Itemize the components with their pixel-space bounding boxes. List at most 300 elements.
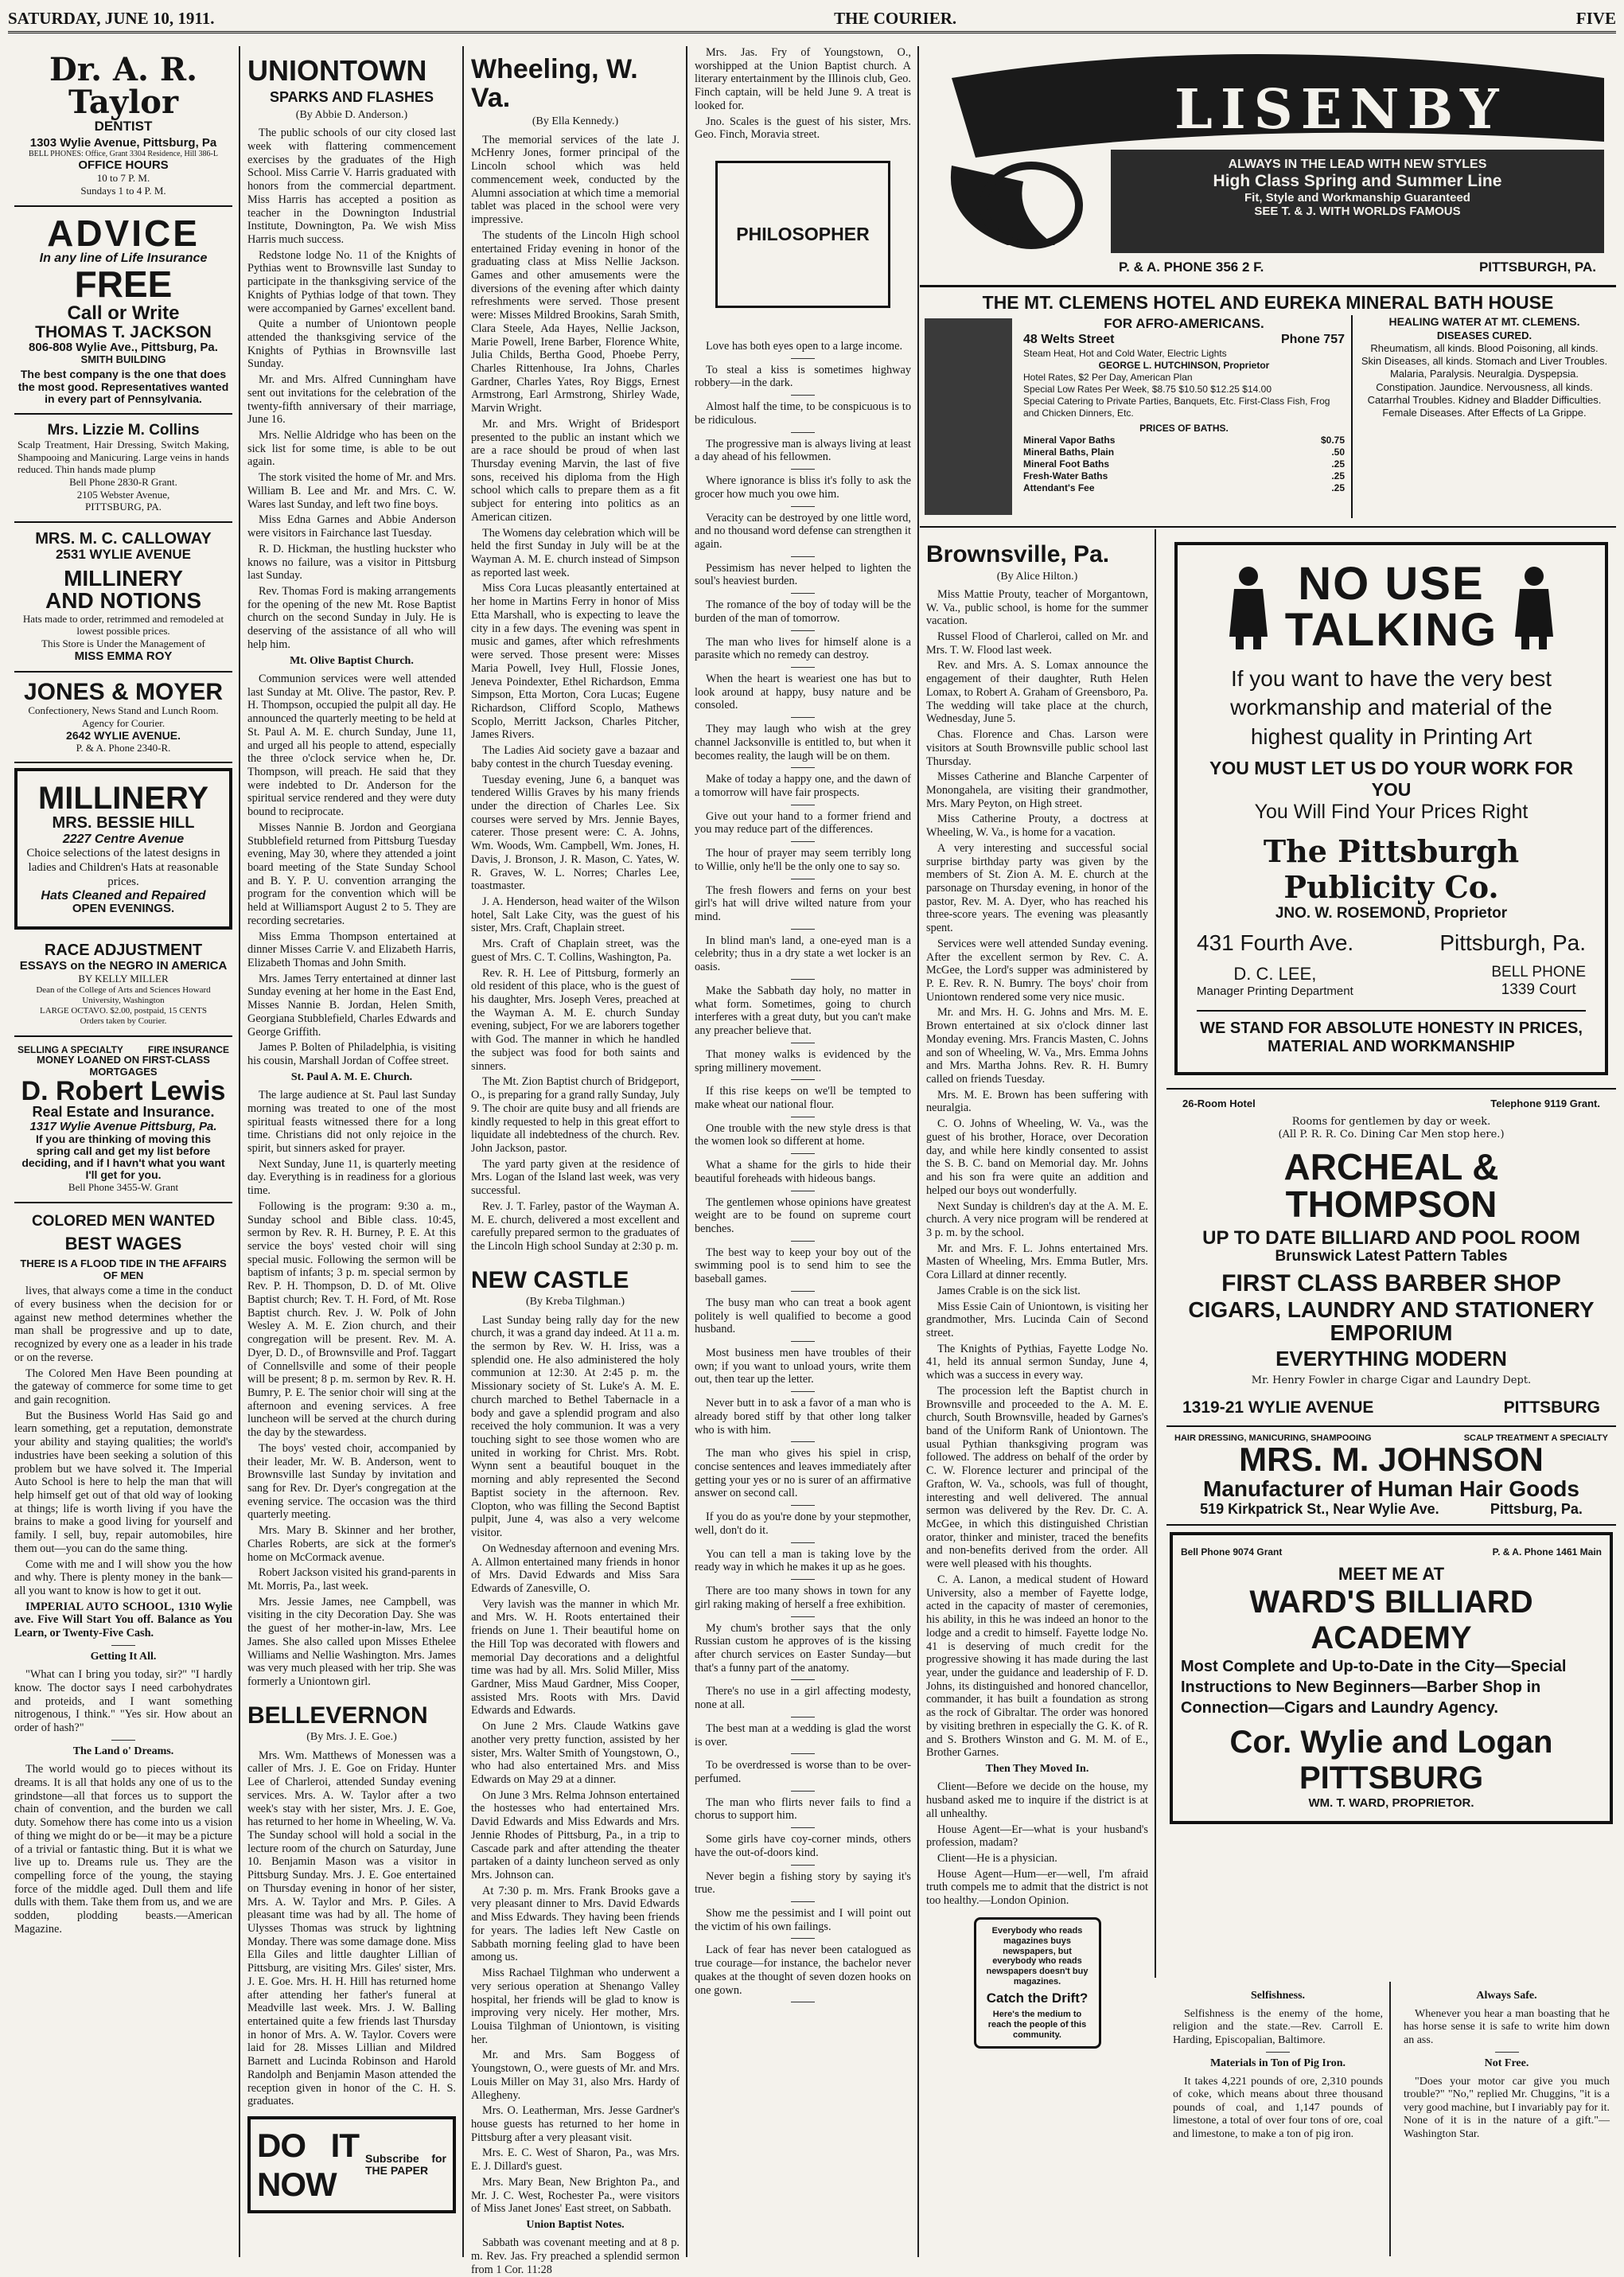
- paragraph: Services were well attended Sunday evening. After the excellent sermon by Rev. C. A. McGee, the Lord's supper was administered by P. E. Rev. R. N. Bumry. The boys' choir from Uniontown rendered some very nice music.: [926, 937, 1148, 1004]
- paragraph: Mrs. M. E. Brown has been suffering with neuralgia.: [926, 1088, 1148, 1115]
- ad-line: PITTSBURG: [1503, 1398, 1600, 1417]
- ad-line: OPEN EVENINGS.: [72, 902, 175, 916]
- section-heading: Wheeling, W. Va.: [471, 54, 638, 113]
- divider: [1495, 2052, 1519, 2053]
- section-heading: Brownsville, Pa.: [926, 541, 1110, 567]
- ad-do-it-now: [247, 2116, 456, 2213]
- philosopher-item: Pessimism has never helped to lighten the soul's heaviest burden.: [695, 561, 911, 588]
- fillers-left: [1166, 1982, 1391, 2256]
- divider: [791, 506, 815, 507]
- ad-line: SMITH BUILDING: [80, 353, 166, 366]
- paragraph: The yard party given at the residence of Mrs. Logan of the Island last week, was very successful.: [471, 1157, 680, 1198]
- paragraph: The memorial services of the late J. McHenry Jones, former principal of the Lincoln school which was held commencement week, conducted by the Alumni association at which time a memorial tablet was placed in the school were very impressive.: [471, 133, 680, 227]
- banner-line: P. & A. PHONE 356 2 F.: [1119, 259, 1264, 275]
- paragraph: Rev. J. T. Farley, pastor of the Wayman A. M. E. church, delivered a most excellent and carefully prepared sermon to the graduates of the Lincoln High school Sunday at 2:30 p. m.: [471, 1199, 680, 1253]
- philosopher-item: The best way to keep your boy out of the swimming pool is to send him to see the baseball games.: [695, 1246, 911, 1286]
- paragraph: The students of the Lincoln High school entertained Friday evening in honor of the graduating class at Miss Nellie Jackson. Games and other amusements were the diversions of the evening after which dainty refreshments were served. Those present were: Misses Mildred Brookins, Sarah Smith, Clara Steele, Ada Hayes, Nellie Jackson, Marie Powell, Irene Barber, Florence White, Julia Childs, Bertha Good, Phoebe Perry, Charles Rittenhouse, Ira Johns, Charles Gardner, Charles Yates, Roy Biggs, Ernest Armstrong, Earl Armstrong, Shirley Wade, Marvin Wright.: [471, 228, 680, 415]
- issue-date: SATURDAY, JUNE 10, 1911.: [8, 9, 215, 28]
- paragraph: Whenever you hear a man boasting that he has horse sense it is safe to write him down an ass.: [1404, 2007, 1610, 2046]
- divider: [791, 1291, 815, 1292]
- ad-line: HAIR DRESSING, MANICURING, SHAMPOOING: [1174, 1433, 1372, 1443]
- paragraph: It takes 4,221 pounds of ore, 2,310 pounds of coke, which means about three thousand pounds of coal, and 1,147 pounds of limestone, a total of over four tons of ore, coal and limestone, to make a ton of pig iron.: [1173, 2075, 1383, 2140]
- paragraph: House Agent—Hum—er—well, I'm afraid truth compels me to admit that the district is not too healthy.—London Opinion.: [926, 1867, 1148, 1908]
- ad-line: Brunswick Latest Pattern Tables: [1275, 1248, 1508, 1265]
- divider: [791, 1441, 815, 1442]
- ad-line: JNO. W. ROSEMOND, Proprietor: [1275, 905, 1508, 922]
- paragraph: Jno. Scales is the guest of his sister, Mrs. Geo. Finch, Moravia street.: [695, 115, 911, 142]
- paragraph: On June 3 Mrs. Relma Johnson entertained the hostesses who had entertained Mrs. David Edwards and Miss Edwards and Mrs. Jennie Rhodes of Pittsburg, Pa., in a trip to Cascade park and after attending the theater partaken of a dainty luncheon served as only Mrs. Johnson can.: [471, 1788, 680, 1882]
- divider: [791, 593, 815, 594]
- divider: [791, 1901, 815, 1902]
- bath-type: Fresh-Water Baths: [1023, 470, 1108, 482]
- paragraph: The large audience at St. Paul last Sunday morning was treated to one of the most spiritual feasts witnessed there for a long time. Christians did not only rejoice in the spirit, but sinners asked for prayer.: [247, 1089, 456, 1155]
- ad-line: THERE IS A FLOOD TIDE IN THE AFFAIRS OF MEN: [20, 1257, 227, 1282]
- paragraph: Mrs. Wm. Matthews of Monessen was a caller of Mrs. J. E. Goe on Friday. Hunter Lee of Charleroi, attended Sunday evening services. Mrs. A. W. Taylor after a two week's stay with her sister, Mrs. J. E. Goe, has returned to her home in Wheeling, W. Va. The Sunday school will hold a social in the lecture room of the church on Saturday, June 10. Benjamin Mason was a visitor in Pittsburg Sunday. Mrs. J. E. Goe entertained on Thursday evening in honor of her sister, Mrs. A. W. Taylor and Mrs. P. Giles. A pleasant time was had by all. The home of Ulysses Thomas was struck by lightning Monday. There was some damage done. Miss Ella Giles and little daughter Lillian of Pittsburg, are visiting Mrs. Giles' sister, Mrs. J. E. Goe. Mrs. H. H. Hill has returned home after attending her father's funeral at Meadville last week. Mrs. J. W. Balling entertained quite a few friends last Thursday in honor of Mrs. A. W. Taylor. Covers were laid for 28. Misses Lillian and Mildred Barnett and Lucinda Robinson and Harold Randolph and Benjamin Mason attended the reception given in honor of the C. H. S. graduates.: [247, 1749, 456, 2108]
- ad-line: If you want to have the very best workmanship and material of the highest quality in Printing Art: [1230, 666, 1552, 749]
- divider: [791, 1505, 815, 1506]
- ad-line: SCALP TREATMENT A SPECIALTY: [1463, 1433, 1608, 1443]
- philosopher-item: In blind man's land, a one-eyed man is a celebrity; thus in a dry state a wet locker is an oasis.: [695, 934, 911, 974]
- column-uniontown: [241, 46, 464, 2257]
- ad-line: P. & A. Phone 2340-R.: [76, 741, 171, 754]
- ad-line: Everybody who reads magazines buys newspapers, but everybody who reads newspapers doesn't buy magazines.: [986, 1925, 1089, 1987]
- ad-line: 10 to 7 P. M.: [96, 172, 150, 185]
- ad-line: WM. T. WARD, PROPRIETOR.: [1308, 1796, 1474, 1811]
- fillers-right: [1397, 1982, 1616, 2256]
- paragraph: Mrs. E. C. West of Sharon, Pa., was Mrs. E. J. Dillard's guest.: [471, 2146, 680, 2174]
- paragraph: Quite a number of Uniontown people attended the thanksgiving service of the Knights of Pythias in Brownsville last Sunday.: [247, 318, 456, 371]
- paragraph: Communion services were well attended last Sunday at Mt. Olive. The pastor, Rev. P. H. Thompson, occupied the pulpit all day. He announced the quarterly meeting to be held at St. Paul A. M. E. church Sunday, June 11, and urged all his people to attend, especially the three o'clock service when he, Dr. Thompson, will preach. He said that they were indebted to Dr. Anderson for the spiritual service rendered and they were duty bound to reciprocate.: [247, 672, 456, 819]
- philosopher-item: Most business men have troubles of their own; if you want to unload yours, write them out, then tear up the letter.: [695, 1347, 911, 1386]
- ad-line: Real Estate and Insurance.: [32, 1104, 215, 1121]
- divider: [1266, 2052, 1290, 2053]
- paragraph: C. A. Lanon, a medical student of Howard University, also a member of Fayette lodge, acted in the capacity of master of ceremonies, his ability, in this he was indeed an honor to the lodge and a credit to himself. Fayette lodge No. 41 is deserving of much credit for the progressive showing it has made during the last year, under the guidance and leadership of F. D. Johns, its distinguished and honored chancellor, commander, it has built a foundation as strong as the rock of Gibraltar. The order was honored by visiting brethren in especially the G. K. of R. and S. Brothers Winston and G. M. M. of E., Brother Garnes.: [926, 1573, 1148, 1760]
- paragraph: C. O. Johns of Wheeling, W. Va., was the guest of his brother, Horace, over Decoration day, and while here kindly consented to assist the S. B. C. band on Memorial day. Mr. Johns and his son fra were quite an addition and helped our boys out wonderfully.: [926, 1117, 1148, 1197]
- divider: [791, 1679, 815, 1680]
- paragraph: The public schools of our city closed last week with flattering commencement exercises by the graduates of the High School. Miss Carrie V. Harris graduated with honors from the commercial department. Miss Harris has accepted a position as teacher in the Downington Industrial Institute, Downington, Pa. We wish Miss Harris much success.: [247, 127, 456, 246]
- ad-line: Subscribe for THE PAPER: [364, 2151, 446, 2178]
- paragraph: A very interesting and successful social surprise birthday party was given by the members of St. Zion A. M. E. church at the parsonage on Thursday evening, in honor of the pastor, Rev. M. A. Dyer, who has reached his three-score years. The evening was pleasantly spent.: [926, 841, 1148, 935]
- ad-line: 2531 WYLIE AVENUE: [55, 547, 192, 563]
- divider: [791, 767, 815, 768]
- philosopher-item: What a shame for the girls to hide their beautiful foreheads with hideous bangs.: [695, 1159, 911, 1185]
- section-heading: BELLEVERNON: [247, 1702, 428, 1729]
- divider: [791, 667, 815, 668]
- bath-price: .25: [1331, 470, 1345, 482]
- paragraph: Mr. and Mrs. H. G. Johns and Mrs. M. E. Brown entertained at six o'clock dinner last Monday evening. Mrs. Francis Masten, C. Johns and son of Wheeling, W. Va., Mrs. Emma Johns and Mrs. Martha Johns. Rev. R. H. Bumry called on friends Tuesday.: [926, 1006, 1148, 1086]
- bath-price-row: [1023, 435, 1345, 446]
- ad-line: Special Low Rates Per Week, $8.75 $10.50 $12.25 $14.00: [1023, 384, 1272, 396]
- ad-line: Bell Phone 2830-R Grant.: [69, 476, 177, 489]
- column-ads-left: [8, 46, 240, 2257]
- philosopher-item: Make of today a happy one, and the dawn of a tomorrow will have fair prospects.: [695, 773, 911, 799]
- banner-title: LISENBY: [1174, 78, 1507, 142]
- subhead: Then They Moved In.: [985, 1762, 1089, 1775]
- philosopher-item: The busy man who can treat a book agent politely is well qualified to become a good husband.: [695, 1296, 911, 1336]
- byline: (By Alice Hilton.): [996, 570, 1078, 583]
- divider: [791, 929, 815, 930]
- ad-line: THOMAS T. JACKSON: [35, 322, 212, 341]
- philosopher-item: There's no use in a girl affecting modesty, none at all.: [695, 1685, 911, 1712]
- ad-bessie-hill-millinery: [14, 768, 232, 930]
- paragraph: Miss Edna Garnes and Abbie Anderson were visitors in Fairchance last Tuesday.: [247, 513, 456, 540]
- ad-heading: MRS. M. JOHNSON: [1239, 1440, 1544, 1478]
- philosopher-item: Where ignorance is bliss it's folly to ask the grocer how much you owe him.: [695, 474, 911, 501]
- paragraph: Next Sunday is children's day at the A. M. E. church. A very nice program will be rendered at 3 p. m. by the school.: [926, 1199, 1148, 1239]
- divider: [791, 1079, 815, 1080]
- ad-line: The best company is the one that does the most good. Representatives wanted in every part of Pennsylvania.: [18, 368, 229, 405]
- paragraph: Miss Catherine Prouty, a doctress at Wheeling, W. Va., is home for a vacation.: [926, 813, 1148, 840]
- ad-line: Orders taken by Courier.: [80, 1016, 167, 1027]
- ad-line: 1317 Wylie Avenue Pittsburg, Pa.: [29, 1119, 217, 1133]
- ad-line: Hats Cleaned and Repaired: [41, 888, 206, 903]
- ad-line: Choice selections of the latest designs in ladies and Children's Hats at reasonable prices.: [26, 846, 220, 888]
- ad-line: Hats made to order, retrimmed and remodeled at lowest possible prices.: [22, 612, 224, 637]
- ad-robert-lewis: [14, 1037, 232, 1203]
- paragraph: Selfishness is the enemy of the home, religion and the state.—Rev. Carroll E. Harding, Episcopalian, Baltimore.: [1173, 2007, 1383, 2046]
- paragraph: Redstone lodge No. 11 of the Knights of Pythias went to Brownsville last Sunday to participate in the thanksgiving service of the Knights of Pythias lodge of that town. They were accompanied by Garnes' excellent band.: [247, 248, 456, 315]
- column-brownsville: [920, 529, 1156, 2040]
- paragraph: The Mt. Zion Baptist church of Bridgeport, O., is preparing for a grand rally Sunday, July 9. The choir are quite busy and all friends are kindly requested to help in this great effort to liquidate all indebtedness of the church. Rev. John Jackson, pastor.: [471, 1075, 680, 1155]
- paragraph: Mr. and Mrs. F. L. Johns entertained Mrs. Masten of Wheeling, Mrs. Emma Butler, Mrs. Cora Lillard at dinner recently.: [926, 1242, 1148, 1282]
- paragraph: At 7:30 p. m. Mrs. Frank Brooks gave a very pleasant dinner to Mrs. David Edwards and Miss Edwards. They having been friends for years. The ladies left New Castle on Sabbath morning feeling glad to have been among us.: [471, 1884, 680, 1964]
- ad-line: In any line of Life Insurance: [39, 251, 208, 266]
- divider: [111, 1740, 135, 1741]
- item-title: The Land o' Dreams.: [72, 1745, 174, 1757]
- paragraph: Miss Mattie Prouty, teacher of Morgantown, W. Va., public school, is home for the summer vacation.: [926, 587, 1148, 628]
- ad-line: D. C. LEE,: [1233, 964, 1317, 984]
- ad-line: P. & A. Phone 1461 Main: [1492, 1546, 1602, 1558]
- philosopher-item: The gentlemen whose opinions have greatest weight are to be found on supreme court benches.: [695, 1195, 911, 1235]
- ad-line: Pittsburg, Pa.: [1490, 1501, 1583, 1518]
- philosopher-item: To be overdressed is worse than to be over-perfumed.: [695, 1759, 911, 1785]
- divider: [791, 630, 815, 631]
- philosopher-item: Show me the pessimist and I will point out the victim of his own failings.: [695, 1907, 911, 1933]
- bath-type: Mineral Foot Baths: [1023, 458, 1110, 470]
- ad-line: 1303 Wylie Avenue, Pittsburg, Pa: [29, 135, 217, 150]
- item-title: Always Safe.: [1476, 1990, 1537, 2002]
- ad-line: 519 Kirkpatrick St., Near Wylie Ave.: [1200, 1501, 1439, 1518]
- bath-price-table: [1023, 435, 1345, 494]
- ad-line: 431 Fourth Ave.: [1197, 930, 1354, 956]
- paragraph: Miss Emma Thompson entertained at dinner Misses Carrie V. and Elizabeth Harris, Elizabeth Thomas and John Smith.: [247, 930, 456, 969]
- figure-icon: [1510, 563, 1558, 651]
- ad-line: Call or Write: [67, 302, 180, 324]
- ad-line: SELLING A SPECIALTY: [18, 1043, 123, 1055]
- ad-heading: Dr. A. R. Taylor: [49, 51, 197, 121]
- subhead: Mt. Olive Baptist Church.: [290, 654, 414, 667]
- paragraph: Following is the program: 9:30 a. m., Sunday school and Bible class. 10:45, sermon by Rev. R. H. Burney, P. E. At this service the boys' vested choir will sing special music. Following the sermon will be baptism of infants; 3 p. m. special sermon by Rev. P. H. Thompson, D. D. of Mt. Olive Baptist church; Rev. T. H. Ford, of Mt. Rose Baptist church. Rev. J. W. Polk of John Wesley A. M. E. Zion church, and their congregation will be present. Rev. M. A. Dyer, D. D., of Brownsville and Prof. Taggart of Connellsville and some of their people will be present; 8 p. m. sermon by Rev. R. H. Bumry, P. E. The senior choir will sing at the afternoon and evening services. A free luncheon will be served at the church during the day by the stewardess.: [247, 1199, 456, 1440]
- ad-jones-moyer: [14, 673, 232, 763]
- paragraph: The Knights of Pythias, Fayette Lodge No. 41, held its annual sermon Sunday, June 4, which was a success in every way.: [926, 1342, 1148, 1382]
- column-wheeling: [465, 46, 687, 2276]
- ad-taylor-dentist: [14, 46, 232, 207]
- divider: [791, 1542, 815, 1543]
- ad-line: EVERYTHING MODERN: [1275, 1347, 1507, 1371]
- ad-mt-clemens-hotel: [920, 285, 1616, 528]
- item-title: Not Free.: [1484, 2057, 1529, 2070]
- paragraph: Mrs. James Terry entertained at dinner last Sunday evening at her home in the East End, Misses Nannie B. Jordan, Helen Smith, Georgiana Stubblefield, Charles Edwards and George Griffith.: [247, 972, 456, 1039]
- divider: [111, 1645, 135, 1646]
- divider: [791, 1391, 815, 1392]
- byline: (By Kreba Tilghman.): [525, 1296, 625, 1308]
- ad-line: PITTSBURG, PA.: [85, 501, 162, 513]
- ad-line: Sundays 1 to 4 P. M.: [80, 184, 166, 197]
- ad-line: 806-808 Wylie Ave., Pittsburg, Pa.: [29, 341, 218, 355]
- ad-heading: MILLINERY: [64, 565, 183, 591]
- banner-line: SEE T. & J. WITH WORLDS FAMOUS: [1254, 205, 1461, 218]
- subhead: St. Paul A. M. E. Church.: [290, 1070, 413, 1083]
- banner-line: High Class Spring and Summer Line: [1213, 172, 1502, 190]
- ad-line: Manager Printing Department: [1197, 984, 1353, 999]
- paragraph: Rev. and Mrs. A. S. Lomax announce the engagement of their daughter, Ruth Helen Lomax, to Robert A. Graham of Greensboro, Pa. The wedding will take place at the church, Wednesday, June 5.: [926, 659, 1148, 726]
- ad-heading: THE MT. CLEMENS HOTEL AND EUREKA MINERAL BATH HOUSE: [982, 292, 1554, 313]
- philosopher-item: Some girls have coy-corner minds, others have the out-of-doors kind.: [695, 1833, 911, 1859]
- ad-heading: D. Robert Lewis: [21, 1075, 226, 1106]
- ad-line: Rheumatism, all kinds. Blood Poisoning, all kinds. Skin Diseases, all kinds. Stomach and Liver Troubles. Malaria, Paralysis. Neuralgia. Dyspepsia. Constipation. Jaundice. Nervousness, all kinds. Catarrhal Troubles. Kidney and Bladder Difficulties. Female Diseases. After Effects of La Grippe.: [1361, 341, 1608, 419]
- divider: [791, 358, 815, 359]
- paragraph: Mrs. Mary B. Skinner and her brother, Charles Roberts, are sick at the former's home on McCormack avenue.: [247, 1524, 456, 1564]
- ad-line: MONEY LOANED ON FIRST-CLASS MORTGAGES: [37, 1054, 210, 1078]
- ad-line: 48 Welts Street: [1023, 333, 1115, 347]
- paper-name: THE COURIER.: [834, 9, 957, 28]
- paragraph: Mr. and Mrs. Wright of Bridesport presented to the public an instant which we are a race should be proud of when last Thursday evening Marvin, the last of five sons, received his diploma from the High school which calls to prepare them as a fit subject for entering into politics as an American citizen.: [471, 417, 680, 524]
- paragraph: Rev. R. H. Lee of Pittsburg, formerly an old resident of this place, who is the guest of his daughter, Mrs. Joseph Veres, preached at the Wayman A. M. E. church Sunday evening, subject, For we are laborers together with God. The manner in which he handled the subject was food for both saints and sinners.: [471, 966, 680, 1073]
- ad-heading: JONES & MOYER: [23, 678, 224, 705]
- ad-line: Pittsburgh, Pa.: [1439, 930, 1586, 956]
- paragraph: Miss Rachael Tilghman who underwent a very serious operation at Shenango Valley hospital, her friends will be glad to know is improving very nicely. Her mother, Mrs. Louisa Tilghman of Uniontown, is visiting her.: [471, 1967, 680, 2046]
- item-title: Materials in Ton of Pig Iron.: [1209, 2057, 1346, 2070]
- paragraph: Sabbath was covenant meeting and at 8 p. m. Rev. Jas. Fry preached a splendid sermon from 1 Cor. 11:28: [471, 2236, 680, 2276]
- ad-heading: PITTSBURG: [1299, 1760, 1484, 1796]
- ad-heading: The Pittsburgh Publicity Co.: [1263, 833, 1520, 906]
- ad-heading: Catch the Drift?: [986, 1990, 1089, 2006]
- paragraph: The stork visited the home of Mr. and Mrs. William B. Lee and Mr. and Mrs. C. W. Wares last Sunday, and left two fine boys.: [247, 471, 456, 511]
- ad-catch-the-drift: [974, 1917, 1101, 2049]
- paragraph: The procession left the Baptist church in Brownsville and proceeded to the A. M. E. church, South Brownsville, headed by Garnes's band of the Uniform Rank of Uniontown. The usual Pythian thanksgiving program was followed. The address on behalf of the order by C. W. Florence lecturer and principal of the Grafton, W. Va., schools, was full of thought, interesting and well delivered. The annual sermon was delivered by the Rev. Dr. C. A. McGee, in which this distinguished Christian orator, thinker and minister, traced the benefits and non-benefits derived from the order. All were well pleased with his thoughts.: [926, 1384, 1148, 1571]
- philosopher-item: You can tell a man is taking love by the ready way in which he makes it up as he goes.: [695, 1547, 911, 1574]
- ad-line: LARGE OCTAVO. $2.00, postpaid, 15 CENTS: [39, 1006, 208, 1016]
- column-philosopher: [688, 46, 919, 2257]
- section-heading: NEW CASTLE: [471, 1266, 629, 1293]
- paragraph: Rev. Thomas Ford is making arrangements for the opening of the new Mt. Rose Baptist church on the second Sunday in July. He is deserving of the assistance of all who will help him.: [247, 584, 456, 651]
- paragraph: Come with me and I will show you the how and why. There is plenty money in the bank—all you want to know is how to get it out.: [14, 1558, 232, 1598]
- philosopher-item: If you do as you're done by your stepmother, well, don't do it.: [695, 1511, 911, 1537]
- section-heading: PHILOSOPHER: [736, 224, 870, 245]
- banner-line: Fit, Style and Workmanship Guaranteed: [1244, 191, 1470, 205]
- ad-line: PRICES OF BATHS.: [1139, 423, 1229, 435]
- ad-line: If you are thinking of moving this spring call and get my list before deciding, and if I havn't what you want I'll get for you.: [21, 1132, 225, 1182]
- paragraph: "Does your motor car give you much trouble?" "No," replied Mr. Chuggins, "it is a very good machine, but I invariably pay for it. None of it is in the nature of a gift."—Washington Star.: [1404, 2075, 1610, 2140]
- divider: [791, 1616, 815, 1617]
- bath-price: .25: [1331, 482, 1345, 494]
- ad-race-adjustment: [14, 934, 232, 1036]
- paragraph: Robert Jackson visited his grand-parents in Mt. Morris, Pa., last week.: [247, 1566, 456, 1593]
- bath-price: .50: [1331, 446, 1345, 458]
- paragraph: Mrs. Nellie Aldridge who has been on the sick list for some time, is able to be out again.: [247, 429, 456, 469]
- philosopher-item: They may laugh who wish at the grey channel Jacksonville is entitled to, but when it becomes reality, the laugh will be on them.: [695, 723, 911, 762]
- philosopher-item: Veracity can be destroyed by one little word, and no thousand word defense can strengthen it again.: [695, 511, 911, 551]
- paragraph: The Womens day celebration which will be held the first Sunday in July will be at the Wayman A. M. E. church instead of Simpson as reported last week.: [471, 526, 680, 579]
- ad-calloway-millinery: [14, 523, 232, 673]
- philosopher-item: Never begin a fishing story by saying it's true.: [695, 1870, 911, 1897]
- philosopher-item: Give out your hand to a former friend and you may reduce part of the differences.: [695, 809, 911, 836]
- paragraph: Mrs. O. Leatherman, Mrs. Jesse Gardner's house guests has returned to her home in Pittsburg after a very pleasant visit.: [471, 2104, 680, 2144]
- ad-line: Phone 757: [1280, 333, 1345, 347]
- ad-line: Special Catering to Private Parties, Banquets, Etc. First-Class Fish, Frog and Chicken Dinners, Etc.: [1023, 396, 1330, 419]
- ad-colored-men-wanted: [14, 1203, 232, 1936]
- philosopher-box: [715, 161, 890, 308]
- page-number: FIVE: [1575, 9, 1616, 28]
- ad-line: FIRE INSURANCE: [147, 1043, 229, 1055]
- ad-line: Manufacturer of Human Hair Goods: [1203, 1476, 1579, 1501]
- philosopher-item: The best man at a wedding is glad the worst is over.: [695, 1721, 911, 1749]
- ad-heading: AND NOTIONS: [45, 588, 201, 614]
- philosopher-item: Lack of fear has never been catalogued as true courage—for instance, the bachelor never quakes at the thought of seven dozen hooks on one gown.: [695, 1944, 911, 1997]
- ad-line: Scalp Treatment, Hair Dressing, Switch Making, Shampooing and Manicuring. Large veins in hands reduced. Thin hands made plump: [18, 439, 229, 476]
- ad-line: Dean of the College of Arts and Sciences Howard University, Washington: [36, 984, 211, 1005]
- ad-line: BELL PHONE: [1491, 964, 1586, 981]
- paragraph: James P. Bolten of Philadelphia, is visiting his cousin, Marshall Jordan of Coffee street.: [247, 1041, 456, 1068]
- ad-wards-billiard: [1170, 1532, 1613, 1824]
- ad-tailor-banner: [920, 46, 1616, 285]
- bath-price-row: [1023, 446, 1345, 458]
- philosopher-item: When the heart is weariest one has but to look around at happy, busy nature and be consoled.: [695, 672, 911, 712]
- philosopher-item: One trouble with the new style dress is that the women look so different at home.: [695, 1121, 911, 1148]
- ad-mrs-johnson: [1166, 1427, 1616, 1526]
- ad-line: BY KELLY MILLER: [78, 973, 169, 985]
- ad-line: 26-Room Hotel: [1182, 1098, 1256, 1110]
- paragraph: Mrs. Jas. Fry of Youngstown, O., worshipped at the Union Baptist church. A literary entertainment by the Illinois club, Geo. Finch captain, will be held June 9. A treat is looked for.: [695, 46, 911, 112]
- philosopher-item: The man who flirts never fails to find a chorus to support him.: [695, 1795, 911, 1823]
- paragraph: R. D. Hickman, the hustling huckster who knows no failure, was a visitor in Pittsburg last Sunday.: [247, 542, 456, 583]
- ad-heading: FREE: [74, 263, 173, 305]
- bath-price-row: [1023, 482, 1345, 494]
- philosopher-item: There are too many shows in town for any girl raking making of herself a free exhibition.: [695, 1585, 911, 1611]
- divider: [791, 1579, 815, 1580]
- divider: [791, 556, 815, 557]
- item-title: Selfishness.: [1250, 1990, 1306, 2002]
- divider: [791, 1865, 815, 1866]
- divider: [791, 1341, 815, 1342]
- philosopher-item: The man who lives for himself alone is a parasite which no remedy can destroy.: [695, 635, 911, 662]
- ad-line: GEORGE L. HUTCHINSON, Proprietor: [1098, 360, 1270, 372]
- ad-heading: MRS. M. C. CALLOWAY: [35, 529, 212, 548]
- divider: [791, 841, 815, 842]
- ad-heading: Mrs. Lizzie M. Collins: [47, 421, 200, 439]
- ad-heading: NO USE: [1298, 558, 1485, 610]
- ad-line: ESSAYS on the NEGRO IN AMERICA: [19, 959, 228, 973]
- section-subheading: SPARKS AND FLASHES: [269, 88, 434, 105]
- ad-line: Rooms for gentlemen by day or week.: [1291, 1116, 1491, 1129]
- philosopher-item: The romance of the boy of today will be the burden of the man of tomorrow.: [695, 598, 911, 625]
- ad-line: BELL PHONES: Office, Grant 3304 Residence, Hill 386-L: [28, 150, 218, 159]
- ad-pittsburgh-publicity: [1174, 542, 1608, 1075]
- ad-heading: BEST WAGES: [64, 1234, 182, 1254]
- ad-line: UP TO DATE BILLIARD AND POOL ROOM: [1202, 1227, 1580, 1250]
- ad-line: DISEASES CURED.: [1436, 329, 1532, 341]
- ad-line: Bell Phone 9074 Grant: [1181, 1546, 1283, 1558]
- paragraph: On June 2 Mrs. Claude Watkins gave another very pretty function, assisted by her sister, Mrs. Walter Smith of Youngstown, O., who had also entertained Mrs. and Miss Edwards on May 29 at a dinner.: [471, 1720, 680, 1786]
- paragraph: IMPERIAL AUTO SCHOOL, 1310 Wylie ave. Five Will Start You off. Balance as You Learn, or Twenty-Five Cash.: [14, 1600, 232, 1640]
- ad-heading: TALKING: [1284, 604, 1498, 656]
- paragraph: On Wednesday afternoon and evening Mrs. A. Allmon entertained many friends in honor of Mrs. David Edwards and Miss Sara Edwards of Zanesville, O.: [471, 1542, 680, 1595]
- divider: [791, 1827, 815, 1828]
- paragraph: Chas. Florence and Chas. Larson were visitors at South Brownsville public school last Thursday.: [926, 728, 1148, 768]
- philosopher-list: [695, 340, 911, 2002]
- paragraph: But the Business World Has Said go and learn something, get a reputation, demonstrate your ability and staying qualities; the world's industries have been seeking a solution of this problem but we have solved it. The Imperial Auto School is here to help the man that will help himself get out of that old way of looking at things; life is worth living if you have the brains to make a good living for yourself and family. I sell, buy, repair automobiles, hire them out—you can do the same thing.: [14, 1409, 232, 1555]
- paragraph: Mrs. Craft of Chaplain street, was the guest of Mrs. C. T. Collins, Washington, Pa.: [471, 938, 680, 964]
- ad-line: MEET ME AT: [1338, 1564, 1445, 1585]
- byline: (By Mrs. J. E. Goe.): [306, 1731, 397, 1744]
- ad-line: 2227 Centre Avenue: [62, 832, 185, 846]
- paragraph: Misses Nannie B. Jordon and Georgiana Stubblefield returned from Pittsburg Tuesday evening, May 30, where they attended a joint board meeting of the State Sunday School and B. Y. P. U. convention arranging the program for the convention which will be held at Williamsport August 2 to 5. They are recording secretaries.: [247, 821, 456, 927]
- ad-line: OFFICE HOURS: [78, 158, 169, 173]
- ad-line: Hotel Rates, $2 Per Day, American Plan: [1023, 372, 1193, 384]
- philosopher-item: If this rise keeps on we'll be tempted to make wheat our national flour.: [695, 1085, 911, 1111]
- divider: [791, 717, 815, 718]
- ad-line: Bell Phone 3455-W. Grant: [68, 1181, 179, 1194]
- divider: [791, 1153, 815, 1154]
- ad-heading: RACE ADJUSTMENT: [44, 942, 203, 960]
- ad-line: YOU MUST LET US DO YOUR WORK FOR YOU: [1209, 758, 1574, 801]
- bath-type: Attendant's Fee: [1023, 482, 1095, 494]
- running-head: [8, 6, 1616, 33]
- philosopher-item: Love has both eyes open to a large income.: [706, 340, 903, 353]
- divider: [791, 469, 815, 470]
- philosopher-item: Almost half the time, to be conspicuous is to be ridiculous.: [695, 400, 911, 427]
- paragraph: The Colored Men Have Been pounding at the gateway of commerce for some time to get and gain recognition.: [14, 1367, 232, 1406]
- paragraph: Very lavish was the manner in which Mr. and Mrs. W. H. Roots entertained their friends on June 1. Their beautiful home on the Hill Top was decorated with flowers and memorial Day decorations and a delightful time was had by all. Mrs. Solid Miller, Miss Gardner, Miss Maud Gardner, Miss Cooper, assisted Mrs. Roots with Mrs. David Edwards and Edwards.: [471, 1597, 680, 1717]
- ad-heading: MILLINERY: [37, 781, 209, 817]
- paragraph: The world would go to pieces without its dreams. It is all that holds any one of us to the grindstone—all that forces us to support the chain of convention, and the burden we call duty. Somehow there has come into us a vision of thing we might do or be—it may be a picture of a trivial or fantastic thing. But it is what we live up to. Dreams rule us. They are the compelling force of the young, the staying force of the middle aged. Dull them and life dulls with them. Take them from us, and we are sodden, plodding beasts.—American Magazine.: [14, 1763, 232, 1936]
- ad-heading: WARD'S BILLIARD ACADEMY: [1249, 1585, 1533, 1656]
- column-ads-right: [1166, 529, 1616, 1978]
- ad-line: HEALING WATER AT MT. CLEMENS.: [1388, 315, 1580, 328]
- ad-line: 1319-21 WYLIE AVENUE: [1182, 1398, 1374, 1417]
- paragraph: lives, that always come a time in the conduct of every business when the decision for or against new method determines whether the man shall be progressive and up to date, recognized by every one as a leader in his trade or on the reverse.: [14, 1285, 232, 1364]
- ad-heading: CIGARS, LAUNDRY AND STATIONERY EMPORIUM: [1188, 1297, 1595, 1345]
- philosopher-item: The fresh flowers and ferns on your best girl's hat will drive wilted nature from your mind.: [695, 883, 911, 924]
- divider: [791, 979, 815, 980]
- paragraph: "What can I bring you today, sir?" "I hardly know. The doctor says I need carbohydrates and proteids, and I want something nitrogenous, I think." "Yes sir. How about an order of hash?": [14, 1668, 232, 1735]
- philosopher-item: The progressive man is always living at least a day ahead of his fellowmen.: [695, 437, 911, 464]
- ad-line: WE STAND FOR ABSOLUTE HONESTY IN PRICES, MATERIAL AND WORKMANSHIP: [1197, 1010, 1586, 1056]
- divider: [791, 1241, 815, 1242]
- subhead: Union Baptist Notes.: [526, 2219, 625, 2231]
- paragraph: J. A. Henderson, head waiter of the Wilson hotel, Salt Lake City, was the guest of his sister, Mrs. Craft, Chaplain street.: [471, 895, 680, 935]
- philosopher-item: The man who gives his spiel in crisp, concise sentences and leaves immediately after getting your yes or no is surer of an affirmative answer on second call.: [695, 1447, 911, 1500]
- ad-heading: ARCHEAL & THOMPSON: [1283, 1146, 1499, 1226]
- paragraph: Client—Before we decide on the house, my husband asked me to inquire if the district is at all unhealthy.: [926, 1780, 1148, 1820]
- paragraph: Miss Essie Cain of Uniontown, is visiting her grandmother, Mrs. Lucinda Cain of Second street.: [926, 1300, 1148, 1339]
- ad-line: 2642 WYLIE AVENUE.: [66, 728, 181, 742]
- ad-archeal-thompson: [1166, 1088, 1616, 1427]
- ad-line: Mr. Henry Fowler in charge Cigar and Laundry Dept.: [1251, 1374, 1532, 1387]
- philosopher-item: To steal a kiss is sometimes highway robbery—in the dark.: [695, 363, 911, 390]
- figure-icon: [1225, 563, 1272, 651]
- ad-line: 2105 Webster Avenue,: [76, 488, 170, 501]
- philosopher-item: Make the Sabbath day holy, no matter in what form. Sometimes, going to church interferes with a great duty, but you can't make any preacher believe that.: [695, 984, 911, 1038]
- hotel-photo: [925, 318, 1012, 515]
- divider: [791, 432, 815, 433]
- paragraph: Misses Catherine and Blanche Carpenter of Monongahela, are visiting their grandmother, Mrs. Mary Peyton, on High street.: [926, 770, 1148, 810]
- ad-line: MRS. BESSIE HILL: [52, 814, 195, 832]
- paragraph: Next Sunday, June 11, is quarterly meeting day. Everything is in readiness for a glorious time.: [247, 1157, 456, 1198]
- paragraph: Tuesday evening, June 6, a banquet was tendered Willis Graves by his many friends under the direction of Charles Lee. Six courses were served by Mrs. Jennie Bayes, caterer. Those present were: C. A. Johns, Wm. Woods, Wm. Campbell, Wm. Jones, H. Davis, J. Bronson, J. R. Mason, C. Yates, W. R. Graves, W. L. Norres; Charles Lee, toastmaster.: [471, 773, 680, 893]
- bath-type: Mineral Vapor Baths: [1023, 435, 1116, 446]
- divider: [791, 395, 815, 396]
